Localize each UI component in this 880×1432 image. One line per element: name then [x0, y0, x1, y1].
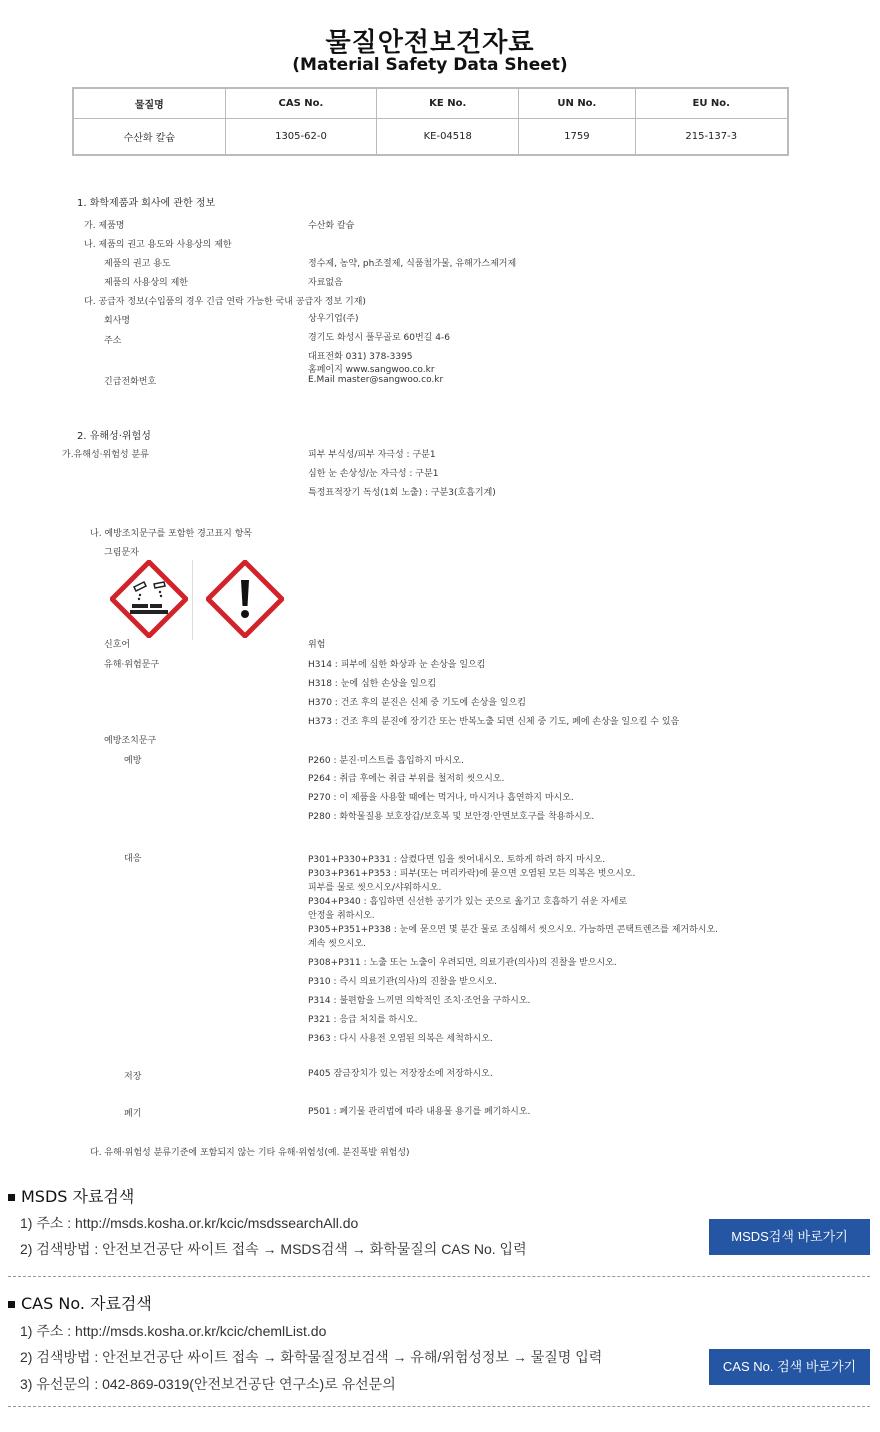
msds-search-button[interactable]: MSDS검색 바로가기: [709, 1219, 870, 1255]
table-cell: 215-137-3: [635, 119, 788, 156]
response-statement: P363 : 다시 사용전 오염된 의복은 세척하시오.: [308, 1034, 493, 1044]
response-statement: P321 : 응급 처치를 하시오.: [308, 1015, 418, 1025]
pictogram-divider: [192, 560, 193, 640]
column-header: 물질명: [73, 88, 225, 119]
company-value: 상우기업(주): [308, 314, 359, 324]
section1-heading: 1. 화학제품과 회사에 관한 정보: [77, 198, 216, 209]
cas-method-line: 2) 검색방법 : 안전보건공단 싸이트 접속 → 화학물질정보검색 → 유해/위험성정보 → 물질명 입력: [20, 1349, 603, 1365]
cas-search-button[interactable]: CAS No. 검색 바로가기: [709, 1349, 870, 1385]
supplier-heading: 다. 공급자 정보(수입품의 경우 긴급 연락 가능한 국내 공급자 정보 기재): [84, 297, 366, 307]
hazard-statement: H318 : 눈에 심한 손상을 일으킴: [308, 679, 437, 689]
prevention-statement: P280 : 화학물질용 보호장갑/보호복 및 보안경·안면보호구를 착용하시오.: [308, 812, 595, 822]
response-statement: P303+P361+P353 : 피부(또는 머리카락)에 묻으면 오염된 모든 의복은 벗으시오.: [308, 869, 636, 879]
prevention-label: 예방: [124, 756, 142, 766]
signal-word-value: 위험: [308, 640, 326, 650]
email-line: E.Mail master@sangwoo.co.kr: [308, 375, 444, 385]
corrosion-pictogram-icon: [110, 560, 188, 638]
precaution-label: 예방조치문구: [104, 736, 157, 746]
column-header: EU No.: [635, 88, 788, 119]
response-statement: P314 : 불편함을 느끼면 의학적인 조치·조언을 구하시오.: [308, 996, 531, 1006]
msds-search-heading: [8, 1184, 134, 1207]
use-restriction-label: 제품의 사용상의 제한: [104, 278, 188, 288]
substance-id-table: [72, 87, 789, 156]
msds-method-line: 2) 검색방법 : 안전보건공단 싸이트 접속 → MSDS검색 → 화학물질의 CAS No. 입력: [20, 1241, 527, 1257]
recommended-use-label: 제품의 권고 용도: [104, 259, 171, 269]
cas-search-title: CAS No. 자료검색: [21, 1294, 152, 1313]
msds-address-line: 1) 주소 : http://msds.kosha.or.kr/kcic/msdssearchAll.do: [20, 1215, 359, 1231]
bullet-icon: [8, 1194, 15, 1201]
cas-search-heading: [8, 1291, 152, 1314]
table-cell: 1759: [519, 119, 635, 156]
response-statement: P308+P311 : 노출 또는 노출이 우려되면, 의료기관(의사)의 진찰을 받으시오.: [308, 958, 617, 968]
hazard-class-value: 특정표적장기 독성(1회 노출) : 구분3(호흡기계): [308, 488, 496, 498]
cas-phone-line: 3) 유선문의 : 042-869-0319(안전보건공단 연구소)로 유선문의: [20, 1376, 396, 1392]
table-cell: 1305-62-0: [225, 119, 377, 156]
hazard-class-label: 가.유해성·위험성 분류: [62, 450, 149, 460]
other-hazards: 다. 유해·위험성 분류기준에 포함되지 않는 기타 유해·위험성(예. 분진폭발 위험성): [90, 1148, 410, 1158]
table-cell: 수산화 칼슘: [73, 119, 225, 156]
use-restriction-value: 자료없음: [308, 278, 343, 288]
product-name-label: 가. 제품명: [84, 221, 125, 231]
address-label: 주소: [104, 336, 122, 346]
disposal-statement: P501 : 폐기물 관리법에 따라 내용물 용기를 폐기하시오.: [308, 1107, 531, 1117]
divider: [8, 1406, 870, 1407]
company-label: 회사명: [104, 316, 131, 326]
response-statement: P304+P340 : 흡입하면 신선한 공기가 있는 곳으로 옮기고 호흡하기 쉬운 자세로: [308, 897, 628, 907]
table-row: [73, 119, 788, 156]
document-subtitle: (Material Safety Data Sheet): [292, 55, 568, 75]
product-name-value: 수산화 칼슘: [308, 221, 355, 231]
section2-heading: 2. 유해성·위험성: [77, 431, 151, 442]
response-statement: P310 : 즉시 의료기관(의사)의 진찰을 받으시오.: [308, 977, 497, 987]
label-elements-heading: 나. 예방조치문구를 포함한 경고표지 항목: [90, 529, 253, 539]
prevention-statement: P264 : 취급 후에는 취급 부위를 철저히 씻으시오.: [308, 774, 505, 784]
hazard-class-value: 심한 눈 손상성/눈 자극성 : 구분1: [308, 469, 439, 479]
storage-statement: P405 잠금장치가 있는 저장장소에 저장하시오.: [308, 1069, 493, 1079]
bullet-icon: [8, 1301, 15, 1308]
hazard-statement: H314 : 피부에 심한 화상과 눈 손상을 일으킴: [308, 660, 486, 670]
disposal-label: 폐기: [124, 1109, 142, 1119]
response-statement: 계속 씻으시오.: [308, 939, 366, 949]
cas-address-line: 1) 주소 : http://msds.kosha.or.kr/kcic/chemlList.do: [20, 1323, 327, 1339]
table-cell: KE-04518: [377, 119, 519, 156]
response-statement: 피부를 물로 씻으시오/샤워하시오.: [308, 883, 442, 893]
hazard-statement: H370 : 건조 후의 분진은 신체 중 기도에 손상을 일으킴: [308, 698, 526, 708]
table-header-row: [73, 88, 788, 119]
response-statement: P305+P351+P338 : 눈에 묻으면 몇 분간 물로 조심해서 씻으시오. 가능하면 콘택트렌즈를 제거하시오.: [308, 925, 719, 935]
hazard-statement-label: 유해·위험문구: [104, 660, 160, 670]
hazard-statement: H373 : 건조 후의 분진에 장기간 또는 반복노출 되면 신체 중 기도, 폐에 손상을 일으킬 수 있음: [308, 717, 680, 727]
response-label: 대응: [124, 854, 142, 864]
column-header: KE No.: [377, 88, 519, 119]
divider: [8, 1276, 870, 1277]
prevention-statement: P260 : 분진·미스트를 흡입하지 마시오.: [308, 756, 464, 766]
response-statement: 안정을 취하시오.: [308, 911, 375, 921]
address-value: 경기도 화성시 풀무골로 60번길 4-6: [308, 333, 450, 343]
recommended-use-value: 정수제, 농약, ph조절제, 식품첨가물, 유해가스제거제: [308, 259, 517, 269]
usage-heading: 나. 제품의 권고 용도와 사용상의 제한: [84, 240, 232, 250]
document-title: 물질안전보건자료: [325, 28, 535, 58]
prevention-statement: P270 : 이 제품을 사용할 때에는 먹거나, 마시거나 흡연하지 마시오.: [308, 793, 574, 803]
column-header: UN No.: [519, 88, 635, 119]
emergency-phone-label: 긴급전화번호: [104, 377, 157, 387]
column-header: CAS No.: [225, 88, 377, 119]
phone-line: 대표전화 031) 378-3395: [308, 352, 413, 362]
hazard-class-value: 피부 부식성/피부 자극성 : 구분1: [308, 450, 436, 460]
msds-search-title: MSDS 자료검색: [21, 1187, 135, 1206]
exclamation-pictogram-icon: [206, 560, 284, 638]
response-statement: P301+P330+P331 : 삼켰다면 입을 씻어내시오. 토하게 하려 하지 마시오.: [308, 855, 606, 865]
storage-label: 저장: [124, 1072, 142, 1082]
signal-word-label: 신호어: [104, 640, 131, 650]
homepage-line: 홈페이지 www.sangwoo.co.kr: [308, 365, 435, 375]
pictogram-label: 그림문자: [104, 548, 139, 558]
